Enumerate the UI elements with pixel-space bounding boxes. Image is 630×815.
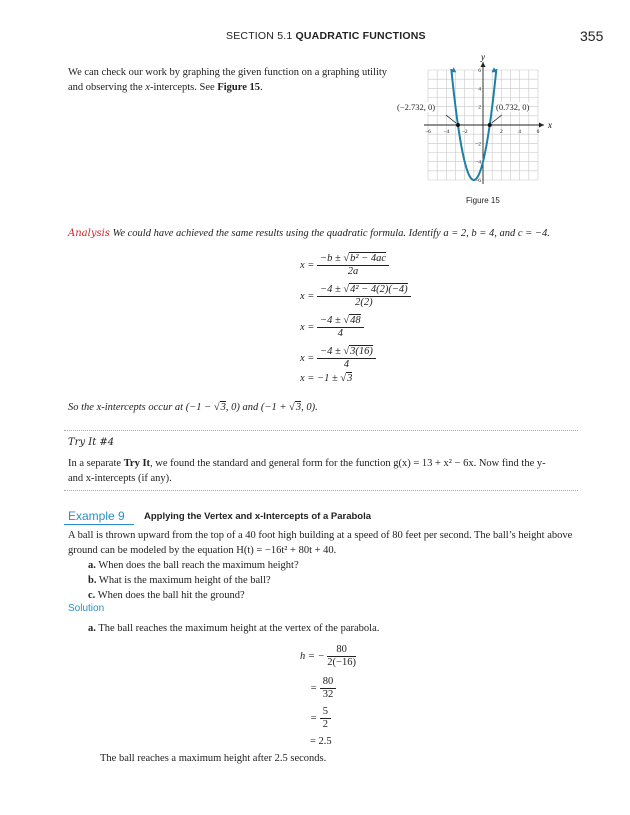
y-tick-label: −2 (475, 141, 481, 148)
leader-arrow-left (446, 115, 456, 123)
x-tick-label: 6 (536, 129, 540, 135)
y-tick-label: 4 (478, 86, 481, 93)
example-text-2: ground can be modeled by the equation H(t) = −16t² + 80t + 40. (68, 545, 337, 556)
analysis-label: Analysis (68, 228, 110, 239)
try-it-text (68, 456, 583, 486)
quad-step-3: x = $\frac{-4 \pm √48}{4}$ (300, 315, 364, 340)
graph-axes (424, 62, 544, 184)
example-title: Applying the Vertex and x-Intercepts of a Parabola (144, 511, 372, 522)
h-step-1: h = − $\frac{80}{2(-16)}$ (300, 644, 356, 668)
intercept-point-left (456, 123, 460, 127)
figure-ref[interactable]: Figure 15 (217, 82, 260, 93)
h-step-2: = $\frac{80}{32}$ (310, 676, 336, 701)
x-axis-label: x (548, 120, 552, 130)
conclusion-text: The ball reaches a maximum height after 2.5 seconds. (100, 753, 327, 764)
so-intercepts-line: So the x-intercepts occur at (−1 − √3, 0) and (−1 + √3, 0). (68, 402, 318, 413)
h-step-4: = 2.5 (310, 736, 332, 747)
page-number: 355 (580, 28, 604, 44)
y-tick-label: 2 (478, 104, 481, 111)
y-axis-label: y (481, 52, 485, 62)
try-it-line-1: In a separate Try It, we found the standard and general form for the function g(x) = 13 + x² − 6x. Now find the y- (68, 458, 546, 469)
section-title: QUADRATIC FUNCTIONS (295, 30, 426, 42)
divider-top (64, 430, 578, 431)
solution-label: Solution (68, 603, 105, 614)
example-questions (88, 558, 299, 603)
y-tick-label: −4 (475, 159, 481, 166)
x-tick-label: 2 (499, 129, 503, 135)
question-a: a. When does the ball reach the maximum height? (88, 560, 299, 571)
figure-15-graph (408, 50, 558, 200)
y-tick-label: 6 (478, 68, 481, 74)
x-tick-label: −6 (425, 129, 431, 135)
leader-arrow-right (492, 115, 502, 123)
quad-step-2: x = $\frac{\text{−4 ± √4² − 4(2)(−4)}}{2(2)}$ (300, 284, 411, 309)
analysis-paragraph (68, 226, 588, 241)
x-axis-arrow (539, 123, 544, 128)
question-b: b. What is the maximum height of the ball? (88, 575, 271, 586)
point-left-label: (−2.732, 0) (397, 102, 436, 112)
intro-line-2: and observing the x-intercepts. See Figure 15. (68, 82, 263, 93)
question-c: c. When does the ball hit the ground? (88, 590, 245, 601)
x-tick-label: −2 (461, 129, 468, 135)
section-number: SECTION 5.1 (226, 30, 293, 42)
x-tick-label: −4 (443, 129, 450, 135)
quad-step-5: x = −1 ± √3 (300, 373, 353, 384)
figure-caption: Figure 15 (466, 196, 500, 205)
point-right-label: (0.732, 0) (496, 102, 530, 112)
try-it-line-2: and x-intercepts (if any). (68, 473, 172, 484)
quad-step-1: x = $\frac{\text{−b ± √b² − 4ac}}{2a}$ (300, 253, 389, 278)
analysis-text: We could have achieved the same results using the quadratic formula. Identify a = 2, b = 4, and c = −4. (112, 228, 550, 239)
x-tick-label: 4 (518, 129, 522, 135)
quad-step-4: x = $\frac{-4 \pm √3(16)}{4}$ (300, 346, 376, 371)
divider-bottom (64, 490, 578, 491)
example-problem (68, 528, 588, 558)
running-header (226, 30, 426, 42)
example-text-1: A ball is thrown upward from the top of a 40 foot high building at a speed of 80 feet per second. The ball’s height above (68, 530, 573, 541)
y-axis-arrow (481, 62, 486, 67)
example-label: Example 9 (68, 509, 125, 523)
example-underline (64, 524, 134, 525)
intro-paragraph (68, 65, 408, 95)
y-tick-label: −6 (475, 178, 481, 184)
intro-line-1: We can check our work by graphing the given function on a graphing utility (68, 67, 388, 78)
intercept-point-right (488, 123, 492, 127)
solution-a: a. The ball reaches the maximum height at the vertex of the parabola. (88, 623, 380, 634)
try-it-label: Try It #4 (68, 437, 115, 448)
h-step-3: = $\frac{5}{2}$ (310, 706, 331, 731)
